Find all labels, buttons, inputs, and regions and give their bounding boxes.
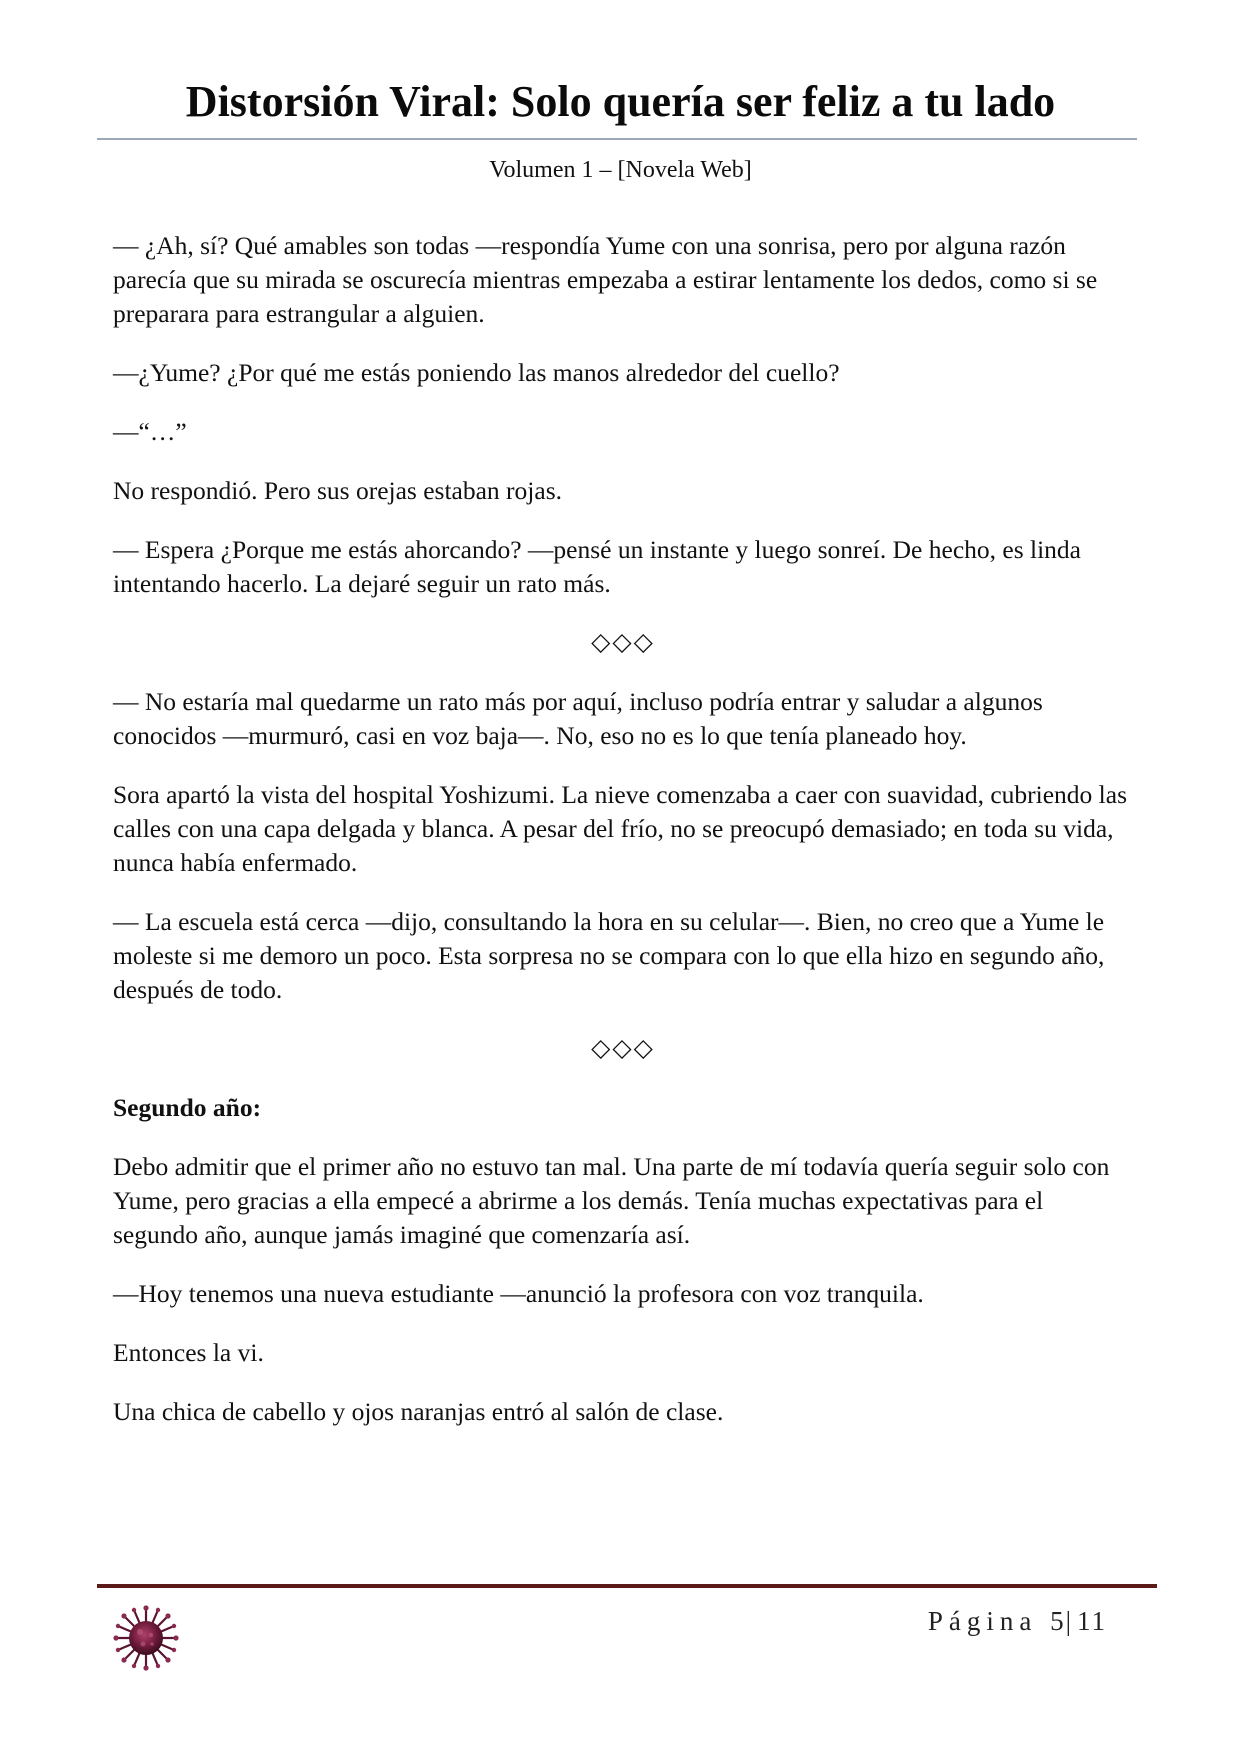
paragraph: — No estaría mal quedarme un rato más por aquí, incluso podría entrar y saludar a algunos conocidos —murmuró, casi en voz baja—. No, eso no es lo que tenía planeado hoy. — [113, 687, 1043, 750]
scene-separator: ◇◇◇ — [591, 1035, 655, 1062]
paragraph: —Hoy tenemos una nueva estudiante —anunció la profesora con voz tranquila. — [113, 1279, 924, 1308]
document-title: Distorsión Viral: Solo quería ser feliz a tu lado — [185, 77, 1056, 126]
section-heading: Segundo año: — [113, 1093, 262, 1122]
scene-separator: ◇◇◇ — [591, 629, 655, 656]
page-body — [113, 229, 1133, 1454]
paragraph: — Espera ¿Porque me estás ahorcando? —pensé un instante y luego sonreí. De hecho, es linda intentando hacerlo. La dejaré seguir un rato más. — [113, 535, 1081, 598]
page-number — [928, 1604, 1107, 1638]
document-subtitle: Volumen 1 – [Novela Web] — [489, 157, 752, 183]
paragraph: Sora apartó la vista del hospital Yoshizumi. La nieve comenzaba a caer con suavidad, cubriendo las calles con una capa delgada y blanca. A pesar del frío, no se preocupó demasiado; en toda su vida, nunca había enfermado. — [113, 780, 1128, 877]
virus-icon — [112, 1604, 180, 1672]
header-divider — [97, 138, 1137, 140]
page-separator: | — [1065, 1606, 1077, 1636]
footer-divider — [97, 1584, 1157, 1588]
paragraph: — ¿Ah, sí? Qué amables son todas —respondía Yume con una sonrisa, pero por alguna razón parecía que su mirada se oscurecía mientras empezaba a estirar lentamente los dedos, como si se preparara para estrangular a alguien. — [113, 231, 1098, 328]
total-pages: 11 — [1077, 1606, 1107, 1636]
paragraph: No respondió. Pero sus orejas estaban rojas. — [113, 476, 562, 505]
paragraph: Una chica de cabello y ojos naranjas entró al salón de clase. — [113, 1397, 724, 1426]
paragraph: Debo admitir que el primer año no estuvo tan mal. Una parte de mí todavía quería seguir solo con Yume, pero gracias a ella empecé a abrirme a los demás. Tenía muchas expectativas para el segundo año, aunque jamás imaginé que comenzaría así. — [113, 1152, 1110, 1249]
paragraph: —“…” — [113, 417, 187, 446]
paragraph: —¿Yume? ¿Por qué me estás poniendo las manos alrededor del cuello? — [113, 358, 840, 387]
paragraph: Entonces la vi. — [113, 1338, 264, 1367]
page-label: Página — [927, 1606, 1038, 1636]
paragraph: — La escuela está cerca —dijo, consultando la hora en su celular—. Bien, no creo que a Yume le moleste si me demoro un poco. Esta sorpresa no se compara con lo que ella hizo en segundo año, después de todo. — [113, 907, 1105, 1004]
current-page: 5 — [1050, 1606, 1066, 1636]
